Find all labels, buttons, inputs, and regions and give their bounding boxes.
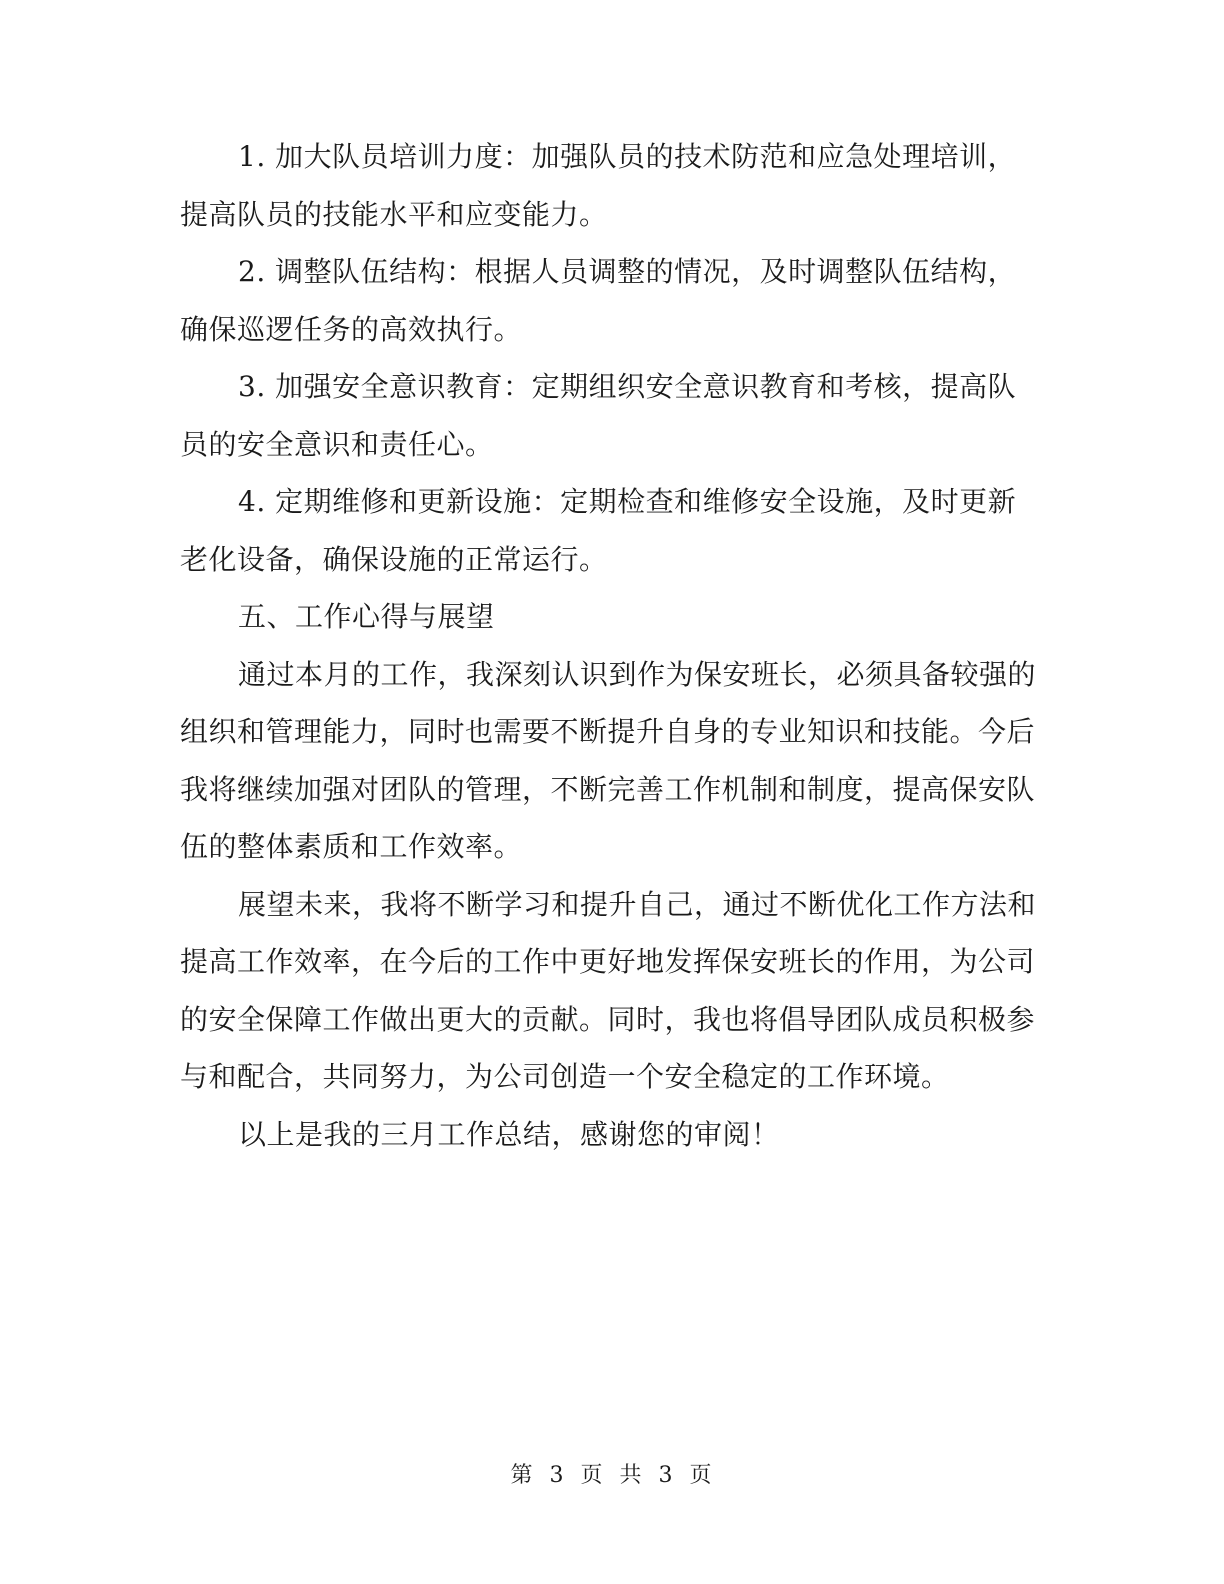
list-item-team-structure: 2. 调整队伍结构：根据人员调整的情况，及时调整队伍结构，确保巡逻任务的高效执行。 — [180, 255, 1017, 346]
list-item-safety-education: 3. 加强安全意识教育：定期组织安全意识教育和考核，提高队员的安全意识和责任心。 — [180, 370, 1017, 461]
section-heading: 五、工作心得与展望 — [238, 600, 495, 633]
body-paragraph: 展望未来，我将不断学习和提升自己，通过不断优化工作方法和提高工作效率，在今后的工作中更好地发挥保安班长的作用，为公司的安全保障工作做出更大的贡献。同时，我也将倡导团队成员积极参与和配合，共同努力，为公司创造一个安全稳定的工作环境。 — [180, 887, 1037, 1093]
list-item-facility-maintenance: 4. 定期维修和更新设施：定期检查和维修安全设施，及时更新老化设备，确保设施的正常运行。 — [180, 485, 1017, 576]
list-item-training: 1. 加大队员培训力度：加强队员的技术防范和应急处理培训，提高队员的技能水平和应变能力。 — [180, 140, 1017, 231]
page-footer: 第 3 页 共 3 页 — [510, 1463, 714, 1488]
document-body — [180, 128, 1040, 1163]
closing-paragraph: 以上是我的三月工作总结，感谢您的审阅！ — [238, 1117, 780, 1151]
body-paragraph: 通过本月的工作，我深刻认识到作为保安班长，必须具备较强的组织和管理能力，同时也需要不断提升自身的专业知识和技能。今后我将继续加强对团队的管理，不断完善工作机制和制度，提高保安队伍的整体素质和工作效率。 — [180, 657, 1037, 863]
